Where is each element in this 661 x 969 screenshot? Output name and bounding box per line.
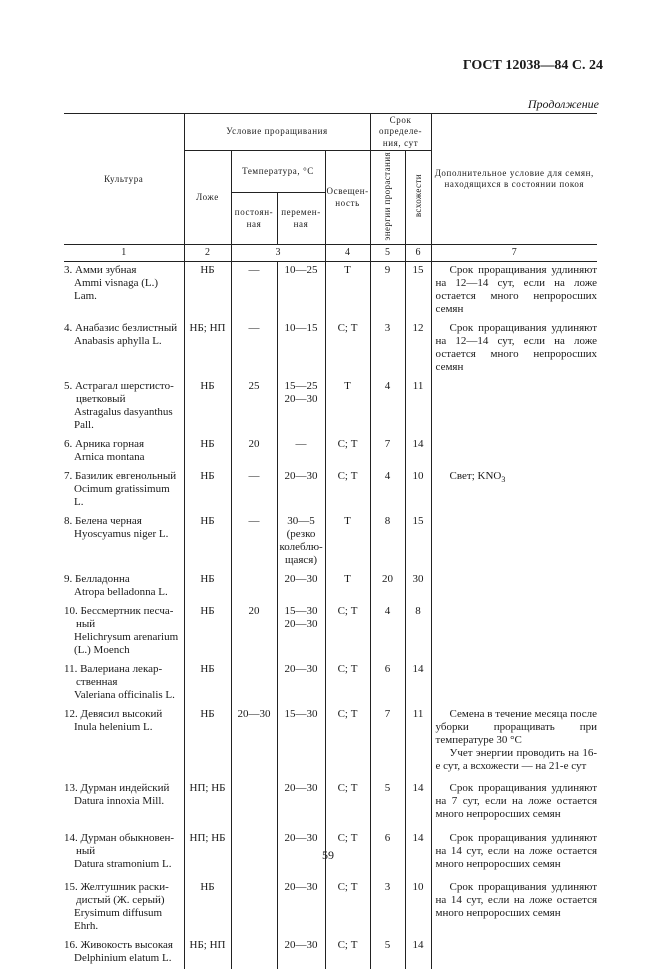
energy-cell: 6 (370, 661, 405, 706)
constant-temp-cell (231, 780, 277, 830)
col-germination-conditions: Условие проращивания (184, 114, 370, 151)
lighting-cell: Т (325, 571, 370, 603)
lighting-cell: Т (325, 378, 370, 436)
variable-temp-cell: 10—15 (277, 320, 325, 378)
culture-name: 15. Желтушник раски-дистый (Ж. серый) (64, 881, 169, 907)
col-variable: перемен-ная (277, 192, 325, 245)
constant-temp-cell: — (231, 468, 277, 513)
germination-cell: 11 (405, 706, 431, 780)
energy-cell: 4 (370, 378, 405, 436)
additional-condition-cell (431, 378, 597, 436)
culture-latin-name: Astragalus dasyanthus Pall. (74, 406, 173, 432)
germination-table (64, 113, 597, 969)
col-culture: Культура (64, 114, 184, 245)
germination-cell: 14 (405, 780, 431, 830)
culture-latin-name: Arnica montana (74, 451, 145, 464)
continuation-label: Продолжение (527, 97, 599, 111)
germination-cell: 8 (405, 603, 431, 661)
culture-name: 14. Дурман обыкновен-ный (64, 832, 175, 858)
energy-cell: 9 (370, 262, 405, 321)
additional-condition-cell (431, 780, 597, 830)
bed-cell: НБ (184, 706, 231, 780)
germination-cell: 10 (405, 879, 431, 937)
culture-latin-name: Anabasis aphylla L. (74, 335, 162, 348)
bed-cell: НБ (184, 879, 231, 937)
additional-condition-text: Срок проращивания удлиняют на 14 сут, если на ложе остается много непроросших семян (435, 881, 598, 920)
energy-cell: 7 (370, 706, 405, 780)
additional-condition-cell (431, 320, 597, 378)
col-bed: Ложе (184, 150, 231, 245)
culture-cell (64, 468, 184, 513)
col-energy (370, 150, 405, 245)
col-constant: постоян-ная (231, 192, 277, 245)
additional-condition-text: Семена в течение месяца после уборки проращивать при температуре 30 °С (435, 708, 598, 747)
constant-temp-cell (231, 571, 277, 603)
variable-temp-cell: 15—30 (277, 706, 325, 780)
bed-cell: НБ (184, 513, 231, 571)
culture-cell (64, 603, 184, 661)
culture-latin-name: Datura stramonium L. (74, 858, 172, 871)
table-row (64, 513, 597, 571)
constant-temp-cell: — (231, 513, 277, 571)
variable-temp-cell: 15—25 20—30 (277, 378, 325, 436)
col-germination (405, 150, 431, 245)
culture-cell (64, 571, 184, 603)
energy-cell: 3 (370, 879, 405, 937)
page-number: 59 (322, 848, 334, 862)
culture-latin-name: Inula helenium L. (74, 721, 153, 734)
col-number: 6 (405, 245, 431, 262)
culture-name: 12. Девясил высокий (64, 708, 163, 721)
col-number: 5 (370, 245, 405, 262)
energy-cell: 4 (370, 468, 405, 513)
culture-cell (64, 513, 184, 571)
lighting-cell: С; Т (325, 780, 370, 830)
table-row (64, 571, 597, 603)
culture-name: 9. Белладонна (64, 573, 130, 586)
lighting-cell: С; Т (325, 661, 370, 706)
col-number: 7 (431, 245, 597, 262)
additional-condition-text: Учет энергии проводить на 16-е сут, а всхожести — на 21-е сут (435, 747, 598, 773)
constant-temp-cell (231, 937, 277, 969)
culture-latin-name: Atropa belladonna L. (74, 586, 168, 599)
variable-temp-cell: 10—25 (277, 262, 325, 321)
energy-cell: 3 (370, 320, 405, 378)
culture-name: 8. Белена черная (64, 515, 142, 528)
culture-name: 10. Бессмертник песча-ный (64, 605, 174, 631)
constant-temp-cell (231, 830, 277, 879)
table-row (64, 661, 597, 706)
energy-label: энергии прорастания (382, 151, 393, 241)
culture-cell (64, 780, 184, 830)
col-number: 3 (231, 245, 325, 262)
document-code: ГОСТ 12038—84 С. 24 (462, 58, 603, 73)
additional-condition-text: Срок проращивания удлиняют на 12—14 сут, если на ложе остается много непроросших семян (435, 322, 598, 374)
lighting-cell: С; Т (325, 320, 370, 378)
culture-latin-name: Delphinium elatum L. (74, 952, 172, 965)
constant-temp-cell: 25 (231, 378, 277, 436)
culture-name: 16. Живокость высокая (64, 939, 173, 952)
culture-latin-name: Erysimum diffusum Ehrh. (74, 907, 163, 933)
bed-cell: НБ (184, 603, 231, 661)
bed-cell: НБ; НП (184, 320, 231, 378)
lighting-cell: С; Т (325, 436, 370, 468)
culture-cell (64, 262, 184, 321)
germination-cell: 15 (405, 262, 431, 321)
culture-name: 4. Анабазис безлистный (64, 322, 178, 335)
table-row (64, 706, 597, 780)
additional-condition-cell (431, 706, 597, 780)
bed-cell: НБ (184, 661, 231, 706)
lighting-cell: Т (325, 513, 370, 571)
culture-name: 7. Базилик евгенольный (64, 470, 177, 483)
germination-cell: 12 (405, 320, 431, 378)
germination-cell: 14 (405, 937, 431, 969)
germination-cell: 10 (405, 468, 431, 513)
germination-cell: 11 (405, 378, 431, 436)
culture-latin-name: Hyoscyamus niger L. (74, 528, 169, 541)
energy-cell: 5 (370, 937, 405, 969)
energy-cell: 8 (370, 513, 405, 571)
constant-temp-cell: 20—30 (231, 706, 277, 780)
culture-name: 13. Дурман индейский (64, 782, 170, 795)
col-number: 1 (64, 245, 184, 262)
col-number: 4 (325, 245, 370, 262)
energy-cell: 4 (370, 603, 405, 661)
additional-condition-cell (431, 468, 597, 513)
additional-condition-cell (431, 937, 597, 969)
additional-condition-text: Срок проращивания удлиняют на 12—14 сут, если на ложе остается много непроросших семян (435, 264, 598, 316)
additional-condition-cell (431, 513, 597, 571)
table-row (64, 937, 597, 969)
culture-latin-name: Valeriana officinalis L. (74, 689, 175, 702)
culture-cell (64, 830, 184, 879)
constant-temp-cell: — (231, 320, 277, 378)
lighting-cell: С; Т (325, 830, 370, 879)
col-additional: Дополнительное условие для семян, находящихся в состоянии покоя (431, 114, 597, 245)
constant-temp-cell: 20 (231, 603, 277, 661)
bed-cell: НБ (184, 571, 231, 603)
additional-condition-cell (431, 879, 597, 937)
germination-cell: 14 (405, 661, 431, 706)
table-row (64, 436, 597, 468)
additional-condition-text: Срок проращивания удлиняют на 7 сут, если на ложе остается много непроросших семян (435, 782, 598, 821)
culture-cell (64, 320, 184, 378)
additional-condition-cell (431, 661, 597, 706)
variable-temp-cell: 20—30 (277, 571, 325, 603)
germination-cell: 14 (405, 830, 431, 879)
additional-condition-cell (431, 262, 597, 321)
constant-temp-cell: 20 (231, 436, 277, 468)
additional-condition-text: Срок проращивания удлиняют на 14 сут, если на ложе остается много непроросших семян (435, 832, 598, 871)
table-row (64, 320, 597, 378)
table-row (64, 879, 597, 937)
culture-cell (64, 378, 184, 436)
lighting-cell: С; Т (325, 879, 370, 937)
table-row (64, 603, 597, 661)
lighting-cell: С; Т (325, 706, 370, 780)
energy-cell: 6 (370, 830, 405, 879)
variable-temp-cell: 20—30 (277, 468, 325, 513)
culture-name: 11. Валериана лекар-ственная (64, 663, 163, 689)
culture-latin-name: Ocimum gratissimum L. (74, 483, 170, 509)
culture-cell (64, 436, 184, 468)
variable-temp-cell: 30—5 (резко колеблю-щаяся) (277, 513, 325, 571)
col-term: Срок определе-ния, сут (370, 114, 431, 151)
energy-cell: 5 (370, 780, 405, 830)
germination-cell: 14 (405, 436, 431, 468)
culture-cell (64, 706, 184, 780)
culture-cell (64, 937, 184, 969)
table-row (64, 262, 597, 321)
culture-cell (64, 879, 184, 937)
constant-temp-cell: — (231, 262, 277, 321)
constant-temp-cell (231, 661, 277, 706)
variable-temp-cell: 20—30 (277, 937, 325, 969)
energy-cell: 7 (370, 436, 405, 468)
lighting-cell: С; Т (325, 603, 370, 661)
bed-cell: НБ; НП (184, 937, 231, 969)
bed-cell: НБ (184, 378, 231, 436)
variable-temp-cell: — (277, 436, 325, 468)
table-row (64, 378, 597, 436)
lighting-cell: С; Т (325, 468, 370, 513)
additional-condition-cell (431, 830, 597, 879)
col-number: 2 (184, 245, 231, 262)
culture-cell (64, 661, 184, 706)
germination-cell: 30 (405, 571, 431, 603)
culture-latin-name: Helichrysum arenarium (L.) Moench (74, 631, 179, 657)
energy-cell: 20 (370, 571, 405, 603)
additional-condition-cell (431, 603, 597, 661)
culture-latin-name: Ammi visnaga (L.) Lam. (74, 277, 159, 303)
variable-temp-cell: 15—30 20—30 (277, 603, 325, 661)
variable-temp-cell: 20—30 (277, 661, 325, 706)
bed-cell: НБ (184, 468, 231, 513)
lighting-cell: С; Т (325, 937, 370, 969)
constant-temp-cell (231, 879, 277, 937)
bed-cell: НП; НБ (184, 780, 231, 830)
lighting-cell: Т (325, 262, 370, 321)
germination-cell: 15 (405, 513, 431, 571)
germination-label: всхожести (412, 174, 423, 218)
col-lighting: Освещен-ность (325, 150, 370, 245)
additional-condition-cell (431, 571, 597, 603)
additional-condition-text: Свет; $KNO_3$ (449, 470, 506, 485)
col-temperature: Температура, °С (231, 150, 325, 192)
bed-cell: НБ (184, 262, 231, 321)
additional-condition-cell (431, 436, 597, 468)
culture-latin-name: Datura innoxia Mill. (74, 795, 165, 808)
culture-name: 5. Астрагал шерстисто-цветковый (64, 380, 174, 406)
table-row (64, 780, 597, 830)
culture-name: 3. Амми зубная (64, 264, 137, 277)
variable-temp-cell: 20—30 (277, 879, 325, 937)
variable-temp-cell: 20—30 (277, 780, 325, 830)
variable-temp-cell: 20—30 (277, 830, 325, 879)
culture-name: 6. Арника горная (64, 438, 145, 451)
bed-cell: НБ (184, 436, 231, 468)
table-row (64, 468, 597, 513)
bed-cell: НП; НБ (184, 830, 231, 879)
